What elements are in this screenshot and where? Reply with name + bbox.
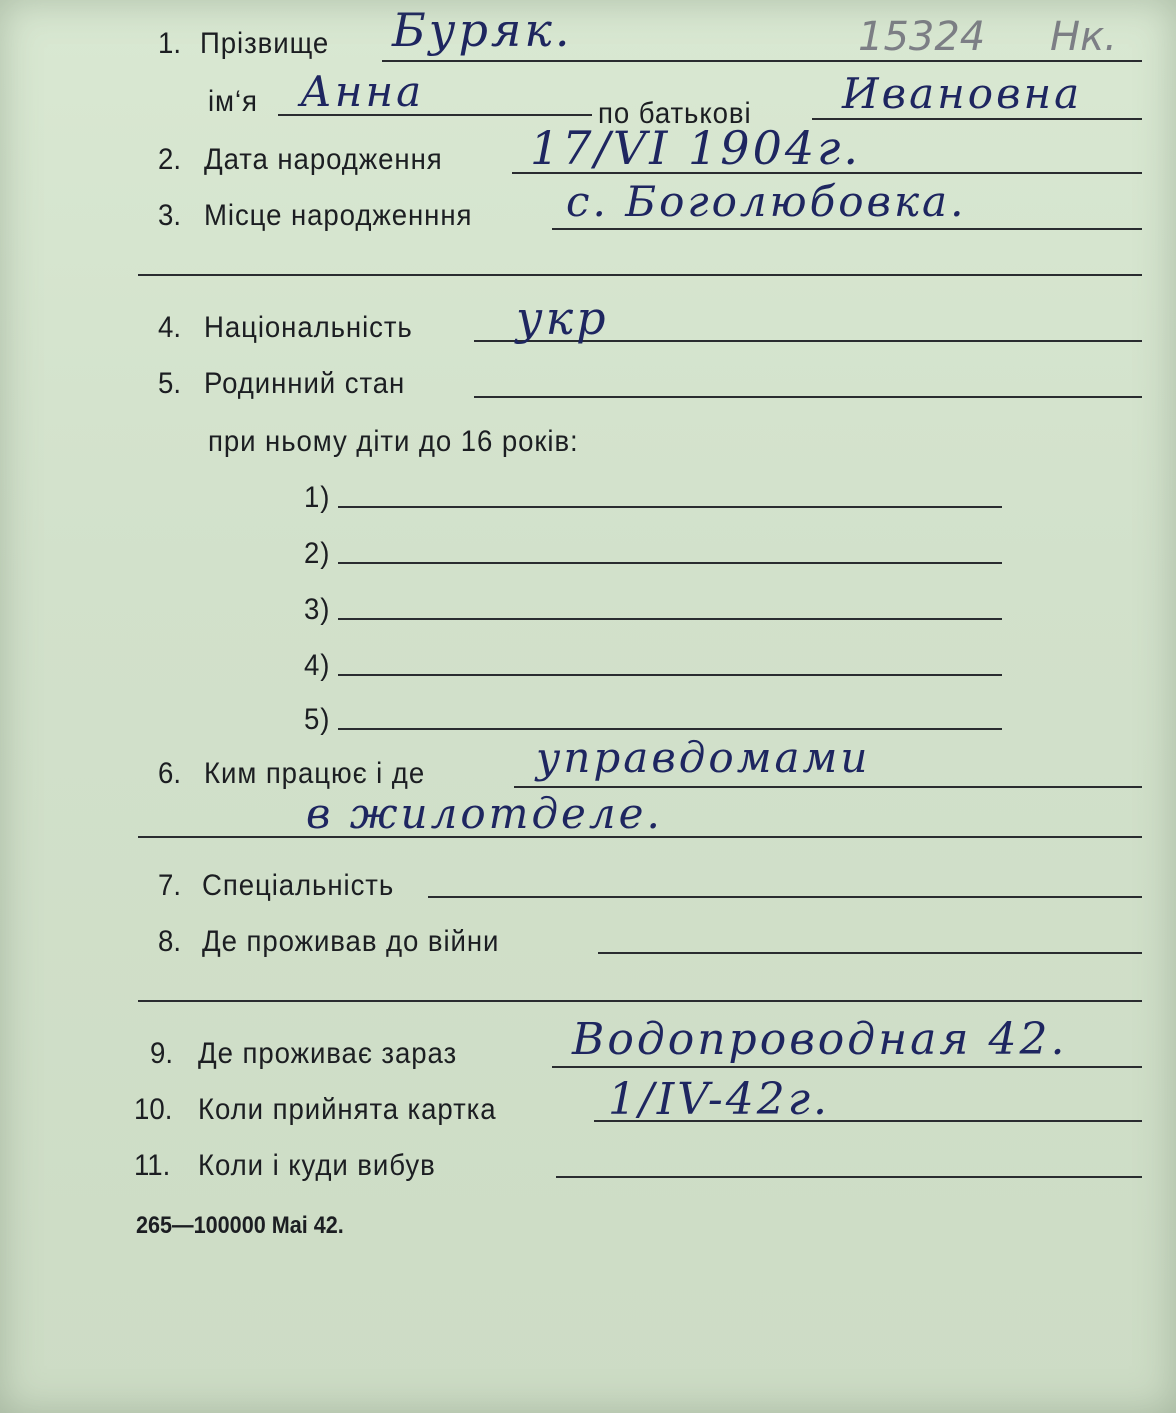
child-2-label: 2) bbox=[304, 537, 331, 570]
specialty-label: Спеціальність bbox=[202, 869, 395, 902]
birth-place-label: Місце народженння bbox=[204, 199, 473, 232]
child-2-line bbox=[338, 562, 1002, 564]
field-9-number: 9. bbox=[150, 1037, 174, 1070]
marital-status-line bbox=[474, 396, 1142, 398]
current-residence-label: Де проживає зараз bbox=[198, 1037, 458, 1070]
prewar-residence-label: Де проживав до війни bbox=[202, 925, 500, 958]
child-4-line bbox=[338, 674, 1002, 676]
child-4-label: 4) bbox=[304, 649, 331, 682]
birth-place-line bbox=[552, 228, 1142, 230]
child-3-label: 3) bbox=[304, 593, 331, 626]
first-name-value: Анна bbox=[300, 67, 425, 116]
field-7-number: 7. bbox=[158, 869, 182, 902]
work-label: Ким працює і де bbox=[204, 757, 426, 790]
card-accepted-value: 1/IV-42г. bbox=[608, 1074, 831, 1125]
specialty-line bbox=[428, 896, 1142, 898]
surname-label: Прізвище bbox=[200, 27, 330, 60]
departure-label: Коли і куди вибув bbox=[198, 1149, 436, 1182]
current-residence-line bbox=[552, 1066, 1142, 1068]
marital-status-label: Родинний стан bbox=[204, 367, 406, 400]
surname-line bbox=[382, 60, 1142, 62]
field-8-number: 8. bbox=[158, 925, 182, 958]
first-name-label: ім‘я bbox=[208, 85, 258, 118]
birth-date-value: 17/VI 1904г. bbox=[530, 121, 861, 175]
work-line bbox=[514, 786, 1142, 788]
patronymic-label: по батькові bbox=[598, 97, 752, 130]
prewar-residence-line-2 bbox=[138, 1000, 1142, 1002]
children-label: при ньому діти до 16 років: bbox=[208, 425, 579, 458]
field-2-number: 2. bbox=[158, 143, 182, 176]
card-accepted-label: Коли прийнята картка bbox=[198, 1093, 497, 1126]
field-3-number: 3. bbox=[158, 199, 182, 232]
patronymic-value: Ивановна bbox=[842, 69, 1083, 118]
print-code: 265—100000 Mai 42. bbox=[136, 1212, 344, 1239]
registry-suffix: Нк. bbox=[1050, 14, 1117, 60]
child-1-label: 1) bbox=[304, 481, 331, 514]
birth-place-value: с. Боголюбовка. bbox=[566, 177, 967, 226]
departure-line bbox=[556, 1176, 1142, 1178]
birth-date-label: Дата народження bbox=[204, 143, 443, 176]
field-11-number: 11. bbox=[134, 1149, 171, 1182]
registry-number: 15324 bbox=[858, 14, 986, 60]
birth-place-line-2 bbox=[138, 274, 1142, 276]
field-5-number: 5. bbox=[158, 367, 182, 400]
work-value-line-1: управдомами bbox=[536, 733, 871, 782]
child-3-line bbox=[338, 618, 1002, 620]
field-6-number: 6. bbox=[158, 757, 182, 790]
child-5-label: 5) bbox=[304, 703, 331, 736]
current-residence-value: Водопроводная 42. bbox=[572, 1014, 1068, 1065]
field-1-number: 1. bbox=[158, 27, 182, 60]
surname-value: Буряк. bbox=[392, 3, 573, 57]
child-5-line bbox=[338, 728, 1002, 730]
patronymic-line bbox=[812, 118, 1142, 120]
field-10-number: 10. bbox=[134, 1093, 173, 1126]
nationality-label: Національність bbox=[204, 311, 413, 344]
nationality-value: укр bbox=[516, 291, 609, 345]
work-value-line-2: в жилотделе. bbox=[306, 789, 663, 838]
field-4-number: 4. bbox=[158, 311, 182, 344]
prewar-residence-line bbox=[598, 952, 1142, 954]
child-1-line bbox=[338, 506, 1002, 508]
